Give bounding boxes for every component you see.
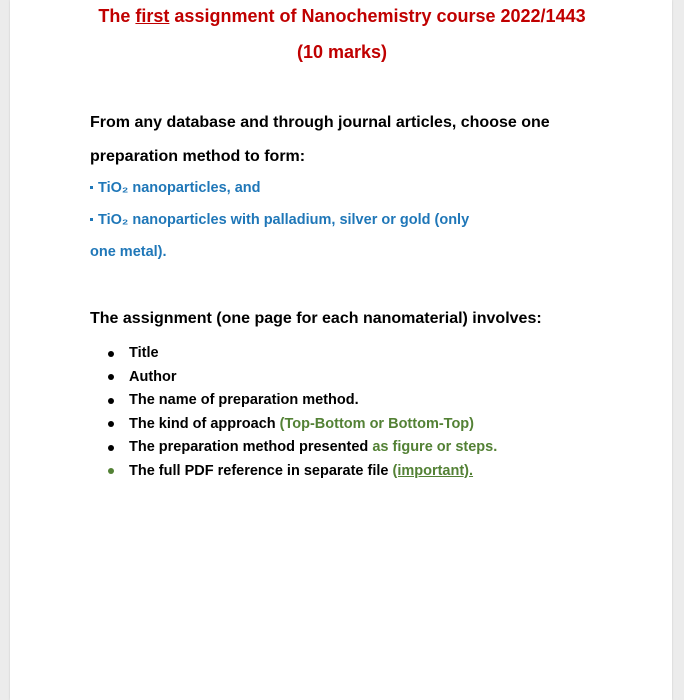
bullet-icon: [108, 351, 114, 357]
list-item: [106, 460, 497, 484]
page-title: [0, 6, 684, 27]
document-page: [10, 0, 672, 700]
title-prefix: The: [98, 6, 136, 26]
bullet-icon: [108, 398, 114, 404]
assignment-heading: The assignment (one page for each nanomaterial) involves:: [90, 310, 542, 327]
intro-bullet-2: [90, 212, 469, 228]
bullet-icon: [108, 445, 114, 451]
list-item-text: The kind of approach: [129, 415, 280, 432]
list-item-highlight: as figure or steps.: [372, 439, 498, 455]
list-item-text: The preparation method presented: [129, 439, 373, 455]
list-item: [106, 366, 497, 390]
list-item-text: The name of preparation method.: [129, 392, 359, 408]
intro-bullet-1-text: TiO₂ nanoparticles, and: [98, 180, 261, 196]
list-item: [106, 413, 497, 437]
bullet-icon: [108, 468, 114, 474]
list-item-highlight: (Top-Bottom or Bottom-Top): [279, 415, 474, 432]
list-item: [106, 342, 497, 366]
intro-bullet-1: [90, 180, 261, 196]
square-bullet-icon: [90, 186, 93, 189]
assignment-list: [106, 342, 497, 483]
square-bullet-icon: [90, 218, 93, 221]
title-suffix: assignment of Nanochemistry course 2022/1443: [169, 6, 586, 26]
intro-bullet-2-text: TiO₂ nanoparticles with palladium, silver or gold (only: [98, 212, 470, 228]
intro-line-2: preparation method to form:: [90, 148, 306, 165]
list-item-highlight: (important).: [392, 462, 474, 479]
list-item-text: Title: [129, 345, 159, 361]
list-item-text: The full PDF reference in separate file: [129, 462, 393, 479]
marks-label: (10 marks): [296, 42, 388, 62]
bullet-icon: [108, 421, 114, 427]
list-item-text: Author: [129, 368, 177, 385]
bullet-icon: [108, 374, 114, 380]
list-item: [106, 436, 497, 460]
intro-line-1: From any database and through journal articles, choose one: [90, 114, 550, 131]
list-item: [106, 389, 497, 413]
intro-bullet-2-cont: one metal).: [90, 244, 167, 260]
title-underlined-word: first: [135, 6, 170, 26]
